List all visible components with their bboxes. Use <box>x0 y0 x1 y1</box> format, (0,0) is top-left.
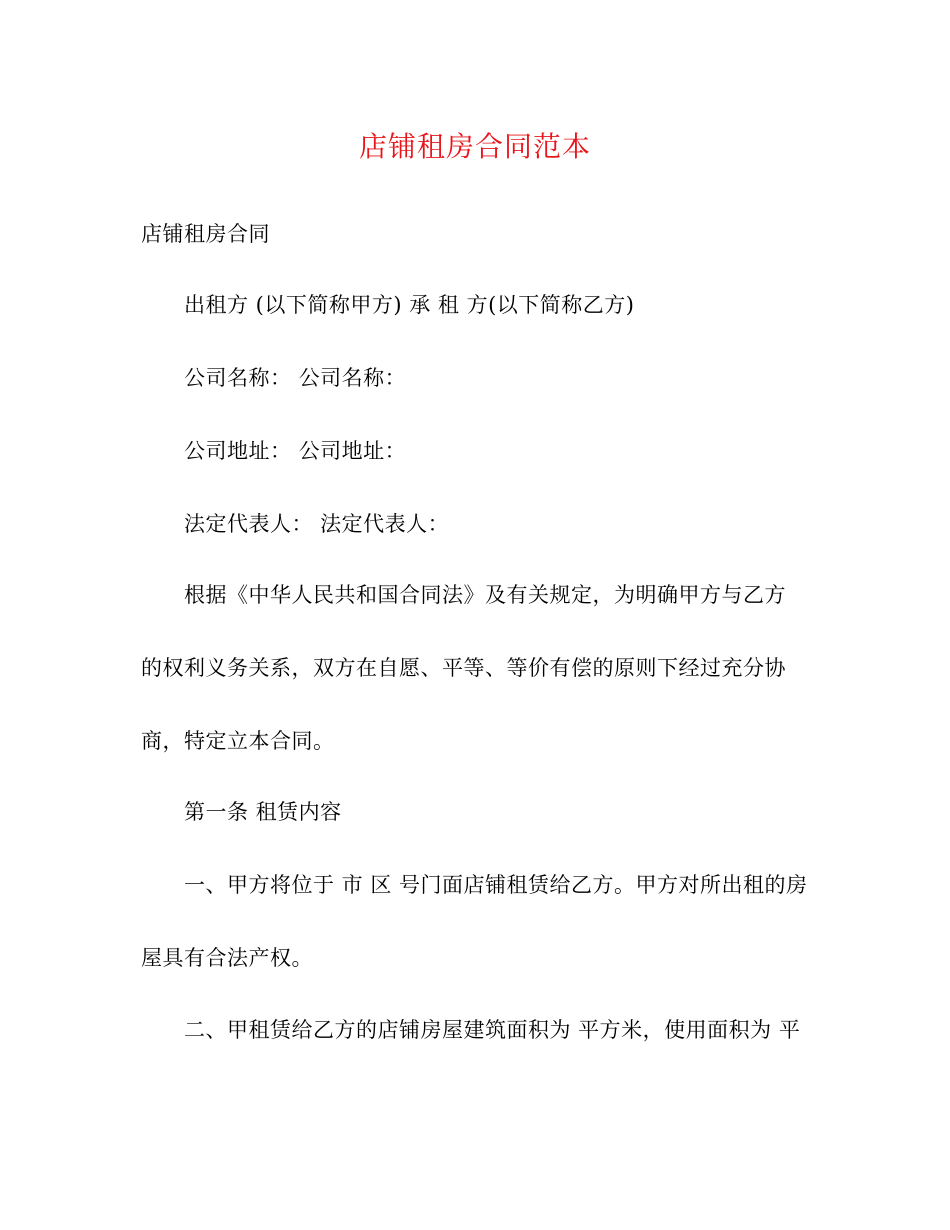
preamble-line-2: 的权利义务关系，双方在自愿、平等、等价有偿的原则下经过充分协 <box>141 656 786 680</box>
contract-heading: 店铺租房合同 <box>141 222 270 246</box>
document-title: 店铺租房合同范本 <box>358 130 591 163</box>
clause-one-line-1: 一、甲方将位于 市 区 号门面店铺租赁给乙方。甲方对所出租的房 <box>184 873 808 897</box>
preamble-line-1: 根据《中华人民共和国合同法》及有关规定，为明确甲方与乙方 <box>184 583 786 607</box>
article-one-heading: 第一条 租赁内容 <box>184 800 342 824</box>
clause-two-line-1: 二、甲租赁给乙方的店铺房屋建筑面积为 平方米，使用面积为 平 <box>184 1018 801 1042</box>
legal-representative-line: 法定代表人： 法定代表人： <box>184 512 450 536</box>
preamble-line-3: 商，特定立本合同。 <box>141 729 335 753</box>
parties-line: 出租方 (以下简称甲方) 承 租 方(以下简称乙方) <box>184 293 635 317</box>
clause-one-line-2: 屋具有合法产权。 <box>141 946 313 970</box>
company-address-line: 公司地址： 公司地址： <box>184 439 407 463</box>
company-name-line: 公司名称： 公司名称： <box>184 366 407 390</box>
